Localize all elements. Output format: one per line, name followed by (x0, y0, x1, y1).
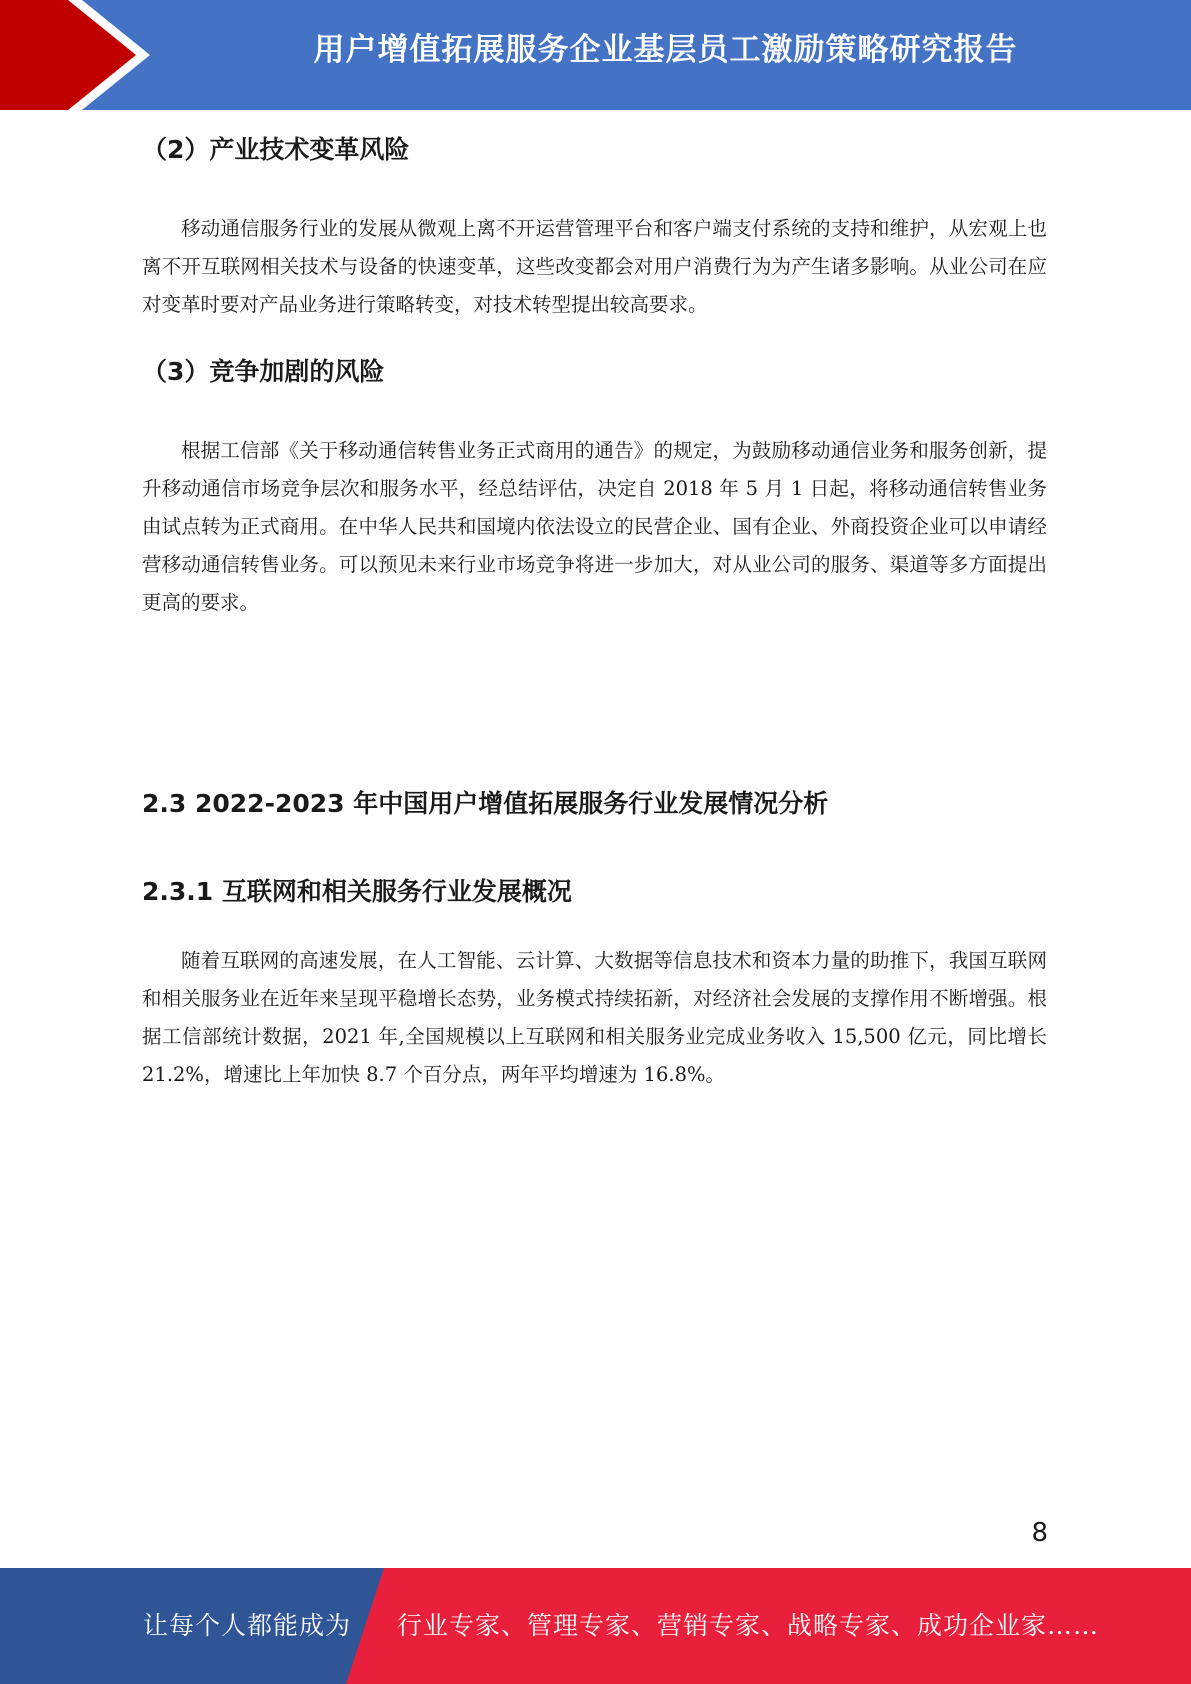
page-number: 8 (1031, 1518, 1048, 1548)
footer-slogan-left: 让每个人都能成为 (143, 1611, 352, 1640)
risk3-paragraph: 根据工信部《关于移动通信转售业务正式商用的通告》的规定，为鼓励移动通信业务和服务创新，提升移动通信市场竞争层次和服务水平，经总结评估，决定自 2018 年 5 月 1 日起，将移动通信转售业务由试点转为正式商用。在中华人民共和国境内依法设立的民营企业、国有企业、外商投资企业可以申请经营移动通信转售业务。可以预见未来行业市场竞争将进一步加大，对从业公司的服务、渠道等多方面提出更高的要求。 (142, 439, 1047, 614)
footer-banner (0, 1568, 1191, 1684)
footer-slogan-right: 行业专家、管理专家、营销专家、战略专家、成功企业家…… (397, 1611, 1100, 1640)
document-title: 用户增值拓展服务企业基层员工激励策略研究报告 (313, 32, 1018, 68)
header-banner (0, 0, 1191, 110)
risk3-heading: （3）竞争加剧的风险 (142, 357, 385, 386)
header-chevron-decoration (0, 0, 160, 110)
risk2-paragraph: 移动通信服务行业的发展从微观上离不开运营管理平台和客户端支付系统的支持和维护，从宏观上也离不开互联网相关技术与设备的快速变革，这些改变都会对用户消费行为为产生诸多影响。从业公司在应对变革时要对产品业务进行策略转变，对技术转型提出较高要求。 (142, 217, 1047, 316)
risk2-heading: （2）产业技术变革风险 (142, 135, 410, 164)
section-2-3-heading: 2.3 2022-2023 年中国用户增值拓展服务行业发展情况分析 (142, 789, 829, 818)
page-content (142, 120, 1047, 1094)
section-2-3-1-heading: 2.3.1 互联网和相关服务行业发展概况 (142, 877, 572, 906)
section-2-3-1-paragraph: 随着互联网的高速发展，在人工智能、云计算、大数据等信息技术和资本力量的助推下，我国互联网和相关服务业在近年来呈现平稳增长态势，业务模式持续拓新，对经济社会发展的支撑作用不断增强。根据工信部统计数据，2021 年,全国规模以上互联网和相关服务业完成业务收入 15,500 亿元，同比增长 21.2%，增速比上年加快 8.7 个百分点，两年平均增速为 16.8%。 (142, 949, 1047, 1086)
